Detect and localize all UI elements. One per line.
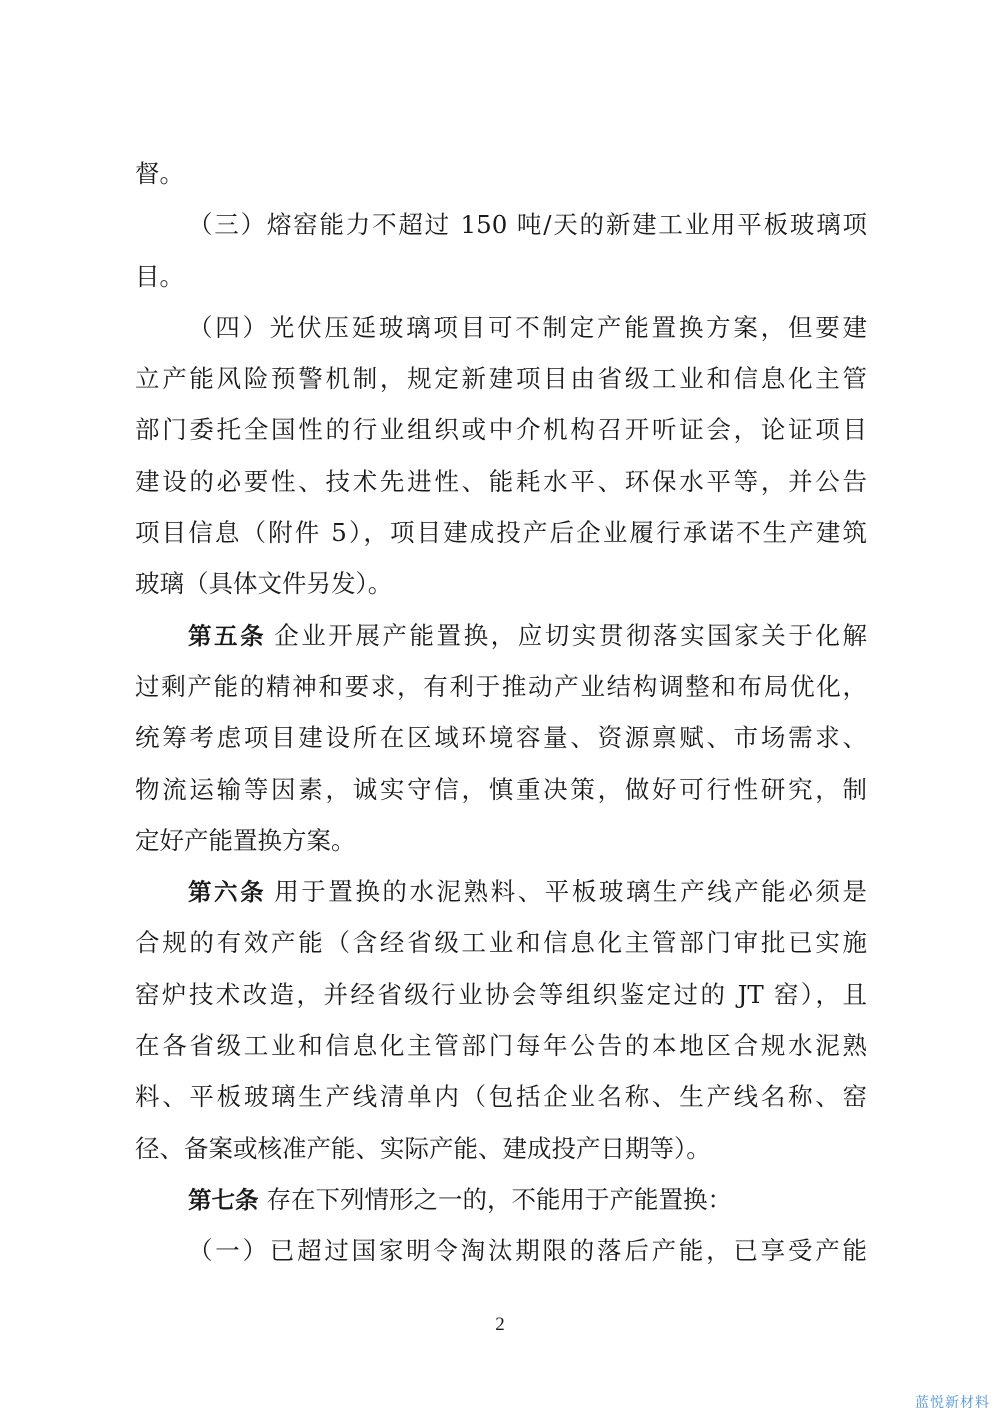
article-6-heading: 第六条 (188, 878, 267, 907)
text-line: 立产能风险预警机制，规定新建项目由省级工业和信息化主管 (135, 364, 867, 394)
text-line: 统筹考虑项目建设所在区域环境容量、资源禀赋、市场需求、 (135, 723, 867, 753)
text-line: 物流运输等因素，诚实守信，慎重决策，做好可行性研究，制 (135, 774, 867, 804)
text-line: 建设的必要性、技术先进性、能耗水平、环保水平等，并公告 (135, 466, 867, 496)
article-6-first-line (135, 866, 867, 917)
text-line: 合规的有效产能（含经省级工业和信息化主管部门审批已实施 (135, 928, 867, 958)
article-7-heading: 第七条 (188, 1185, 259, 1214)
text-line: 部门委托全国性的行业组织或中介机构召开听证会，论证项目 (135, 415, 867, 445)
text-line: 玻璃（具体文件另发）。 (135, 569, 393, 599)
text-line: 料、平板玻璃生产线清单内（包括企业名称、生产线名称、窑 (135, 1082, 867, 1112)
page-number: 2 (495, 1314, 505, 1335)
text-line: 项目信息（附件 5），项目建成投产后企业履行承诺不生产建筑 (135, 518, 867, 548)
text-line: 在各省级工业和信息化主管部门每年公告的本地区合规水泥熟 (135, 1031, 867, 1061)
text-line: 过剩产能的精神和要求，有利于推动产业结构调整和布局优化， (135, 671, 867, 701)
text-line: （四）光伏压延玻璃项目可不制定产能置换方案，但要建 (188, 312, 867, 342)
text-line: （三）熔窑能力不超过 150 吨/天的新建工业用平板玻璃项 (188, 210, 867, 240)
text-line: （一）已超过国家明令淘汰期限的落后产能，已享受产能 (188, 1236, 867, 1266)
text-line: 定好产能置换方案。 (135, 825, 356, 855)
text-line: 督。 (135, 159, 184, 188)
watermark-logo: 蓝悦新材料 (915, 1395, 990, 1411)
article-5-heading: 第五条 (188, 621, 267, 650)
text-line: 目。 (135, 261, 184, 291)
text-line: 用于置换的水泥熟料、平板玻璃生产线产能必须是 (274, 877, 867, 907)
article-7-first-line (135, 1174, 867, 1225)
text-line: 窑炉技术改造，并经省级行业协会等组织鉴定过的 JT 窑），且 (135, 979, 867, 1009)
text-line: 企业开展产能置换，应切实贯彻落实国家关于化解 (274, 620, 867, 650)
text-line: 径、备案或核准产能、实际产能、建成投产日期等）。 (135, 1133, 711, 1163)
text-line: 存在下列情形之一的，不能用于产能置换： (266, 1184, 732, 1214)
document-body (135, 148, 867, 1277)
article-5-first-line (135, 610, 867, 661)
